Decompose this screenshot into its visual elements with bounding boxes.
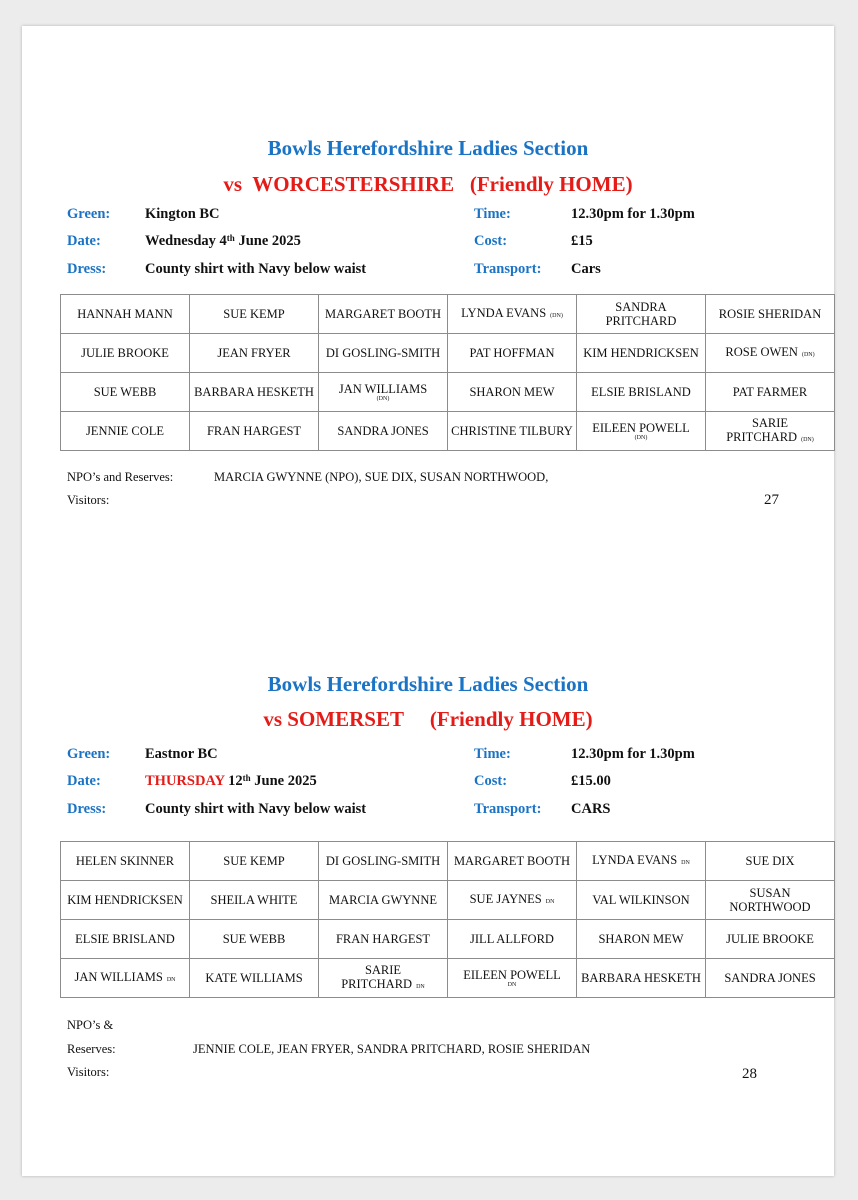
player-name: SUE KEMP xyxy=(223,854,285,868)
team-grid xyxy=(60,841,835,998)
player-cell xyxy=(577,295,706,334)
dress-label: Dress: xyxy=(67,261,107,277)
team-row xyxy=(61,881,835,920)
npo-list: JENNIE COLE, JEAN FRYER, SANDRA PRITCHARD, ROSIE SHERIDAN xyxy=(193,1042,591,1056)
player-cell xyxy=(190,373,319,412)
player-cell xyxy=(448,959,577,998)
player-cell xyxy=(190,959,319,998)
dn-marker: DN xyxy=(416,983,425,990)
player-cell xyxy=(706,412,835,451)
player-name: KIM HENDRICKSEN xyxy=(67,893,183,907)
player-cell xyxy=(577,334,706,373)
page-number: 28 xyxy=(742,1066,757,1082)
player-cell xyxy=(319,959,448,998)
player-name: SHEILA WHITE xyxy=(210,893,298,907)
player-cell xyxy=(706,959,835,998)
player-name: SARIE PRITCHARD xyxy=(341,962,413,991)
player-name: KATE WILLIAMS xyxy=(205,971,303,985)
transport-label: Transport: xyxy=(474,801,542,817)
green-label: Green: xyxy=(67,206,111,222)
transport-value: Cars xyxy=(571,261,601,277)
team-row xyxy=(61,295,835,334)
section-title: Bowls Herefordshire Ladies Section xyxy=(267,136,589,160)
cost-value: £15 xyxy=(571,233,593,249)
dn-marker: DN xyxy=(166,976,176,983)
player-cell xyxy=(61,412,190,451)
player-name: PAT FARMER xyxy=(732,385,808,399)
team-row xyxy=(61,920,835,959)
player-name: CHRISTINE TILBURY xyxy=(451,424,573,438)
dn-marker: DN xyxy=(507,981,517,988)
player-cell xyxy=(319,920,448,959)
player-name: DI GOSLING-SMITH xyxy=(325,854,441,868)
player-cell xyxy=(706,881,835,920)
fixture-subtitle: vs WORCESTERSHIRE (Friendly HOME) xyxy=(223,172,633,196)
player-name: HELEN SKINNER xyxy=(75,854,175,868)
player-cell xyxy=(577,920,706,959)
player-cell xyxy=(61,842,190,881)
green-value: Kington BC xyxy=(145,206,220,222)
transport-label: Transport: xyxy=(474,261,542,277)
player-cell xyxy=(61,959,190,998)
team-row xyxy=(61,842,835,881)
player-name: SARIE PRITCHARD xyxy=(726,415,798,444)
player-name: EILEEN POWELL xyxy=(592,420,690,435)
player-name: SANDRA JONES xyxy=(337,424,429,438)
team-row xyxy=(61,412,835,451)
page-number: 27 xyxy=(764,492,779,508)
player-name: MARGARET BOOTH xyxy=(324,307,442,321)
player-cell xyxy=(319,295,448,334)
player-cell xyxy=(577,412,706,451)
player-name: ELSIE BRISLAND xyxy=(591,385,691,399)
player-name: LYNDA EVANS xyxy=(592,852,678,867)
player-name: ELSIE BRISLAND xyxy=(75,932,175,946)
player-name: KIM HENDRICKSEN xyxy=(583,346,699,360)
player-name: SUE WEBB xyxy=(93,385,157,399)
cost-label: Cost: xyxy=(474,233,508,249)
player-cell xyxy=(448,412,577,451)
dn-marker: (DN) xyxy=(376,395,390,402)
player-name: MARGARET BOOTH xyxy=(453,854,571,868)
npo-list: MARCIA GWYNNE (NPO), SUE DIX, SUSAN NORTHWOOD, xyxy=(214,470,549,484)
player-cell xyxy=(448,881,577,920)
time-label: Time: xyxy=(474,206,511,222)
player-cell xyxy=(319,881,448,920)
player-name: EILEEN POWELL xyxy=(463,967,561,982)
date-label: Date: xyxy=(67,233,101,249)
date-value: THURSDAY 12th June 2025 xyxy=(145,773,317,789)
player-cell xyxy=(61,881,190,920)
player-cell xyxy=(577,373,706,412)
dn-marker: DN xyxy=(681,859,690,866)
player-name: ROSIE SHERIDAN xyxy=(718,307,822,321)
time-label: Time: xyxy=(474,746,511,762)
team-row xyxy=(61,373,835,412)
dn-marker: (DN) xyxy=(550,312,563,319)
player-cell xyxy=(577,842,706,881)
transport-value: CARS xyxy=(571,801,611,817)
npo-label: NPO’s and Reserves: xyxy=(67,470,174,484)
cost-value: £15.00 xyxy=(571,773,611,789)
document-page xyxy=(22,26,834,1176)
cost-label: Cost: xyxy=(474,773,508,789)
player-name: SANDRA PRITCHARD xyxy=(605,300,677,328)
dn-marker: (DN) xyxy=(634,434,648,441)
player-cell xyxy=(448,842,577,881)
player-cell xyxy=(61,334,190,373)
player-name: JULIE BROOKE xyxy=(726,932,814,946)
player-name: JAN WILLIAMS xyxy=(338,381,428,396)
player-name: VAL WILKINSON xyxy=(592,893,690,907)
player-name: SUE KEMP xyxy=(223,307,285,321)
player-cell xyxy=(190,881,319,920)
player-name: FRAN HARGEST xyxy=(206,424,302,438)
player-cell xyxy=(190,412,319,451)
section-title: Bowls Herefordshire Ladies Section xyxy=(267,672,589,696)
player-name: SANDRA JONES xyxy=(724,971,816,985)
visitors-label: Visitors: xyxy=(67,1065,110,1079)
player-cell xyxy=(577,881,706,920)
visitors-label: Visitors: xyxy=(67,493,110,507)
player-name: SUE DIX xyxy=(745,854,795,868)
player-cell xyxy=(706,842,835,881)
player-cell xyxy=(319,842,448,881)
player-name: BARBARA HESKETH xyxy=(194,385,314,399)
player-name: DI GOSLING-SMITH xyxy=(325,346,441,360)
player-name: JILL ALLFORD xyxy=(470,932,554,946)
player-cell xyxy=(61,295,190,334)
player-name: LYNDA EVANS xyxy=(461,305,547,320)
player-cell xyxy=(61,920,190,959)
npo-label-line-1: NPO’s & xyxy=(67,1018,114,1032)
player-cell xyxy=(319,373,448,412)
player-name: ROSE OWEN xyxy=(725,344,798,359)
green-label: Green: xyxy=(67,746,111,762)
npo-label-line-2: Reserves: xyxy=(67,1042,116,1056)
player-cell xyxy=(190,842,319,881)
player-cell xyxy=(190,920,319,959)
player-cell xyxy=(448,295,577,334)
player-name: JENNIE COLE xyxy=(85,424,165,438)
fixture-subtitle: vs SOMERSET (Friendly HOME) xyxy=(263,707,593,731)
team-row xyxy=(61,334,835,373)
date-value: Wednesday 4th June 2025 xyxy=(145,233,301,249)
dn-marker: (DN) xyxy=(801,351,815,358)
time-value: 12.30pm for 1.30pm xyxy=(571,206,695,222)
player-name: JULIE BROOKE xyxy=(81,346,169,360)
player-name: SUE JAYNES xyxy=(469,891,542,906)
dn-marker: DN xyxy=(545,898,555,905)
player-cell xyxy=(706,373,835,412)
dn-marker: (DN) xyxy=(801,436,814,443)
green-value: Eastnor BC xyxy=(145,746,218,762)
player-cell xyxy=(319,412,448,451)
dress-value: County shirt with Navy below waist xyxy=(145,261,367,277)
player-cell xyxy=(706,920,835,959)
player-cell xyxy=(448,373,577,412)
player-name: SHARON MEW xyxy=(469,385,555,399)
player-name: MARCIA GWYNNE xyxy=(329,893,437,907)
player-cell xyxy=(706,295,835,334)
team-grid xyxy=(60,294,835,451)
player-name: JEAN FRYER xyxy=(217,346,291,360)
player-name: FRAN HARGEST xyxy=(335,932,431,946)
player-cell xyxy=(448,334,577,373)
date-label: Date: xyxy=(67,773,101,789)
time-value: 12.30pm for 1.30pm xyxy=(571,746,695,762)
player-cell xyxy=(319,334,448,373)
player-name: SUE WEBB xyxy=(222,932,286,946)
player-name: JAN WILLIAMS xyxy=(74,969,163,984)
player-cell xyxy=(190,334,319,373)
player-name: SHARON MEW xyxy=(598,932,684,946)
player-name: BARBARA HESKETH xyxy=(581,971,701,985)
dress-label: Dress: xyxy=(67,801,107,817)
team-row xyxy=(61,959,835,998)
player-name: PAT HOFFMAN xyxy=(469,346,555,360)
player-name: SUSAN NORTHWOOD xyxy=(729,886,811,914)
dress-value: County shirt with Navy below waist xyxy=(145,801,367,817)
player-cell xyxy=(706,334,835,373)
player-cell xyxy=(448,920,577,959)
player-cell xyxy=(577,959,706,998)
player-cell xyxy=(61,373,190,412)
player-cell xyxy=(190,295,319,334)
player-name: HANNAH MANN xyxy=(77,307,173,321)
